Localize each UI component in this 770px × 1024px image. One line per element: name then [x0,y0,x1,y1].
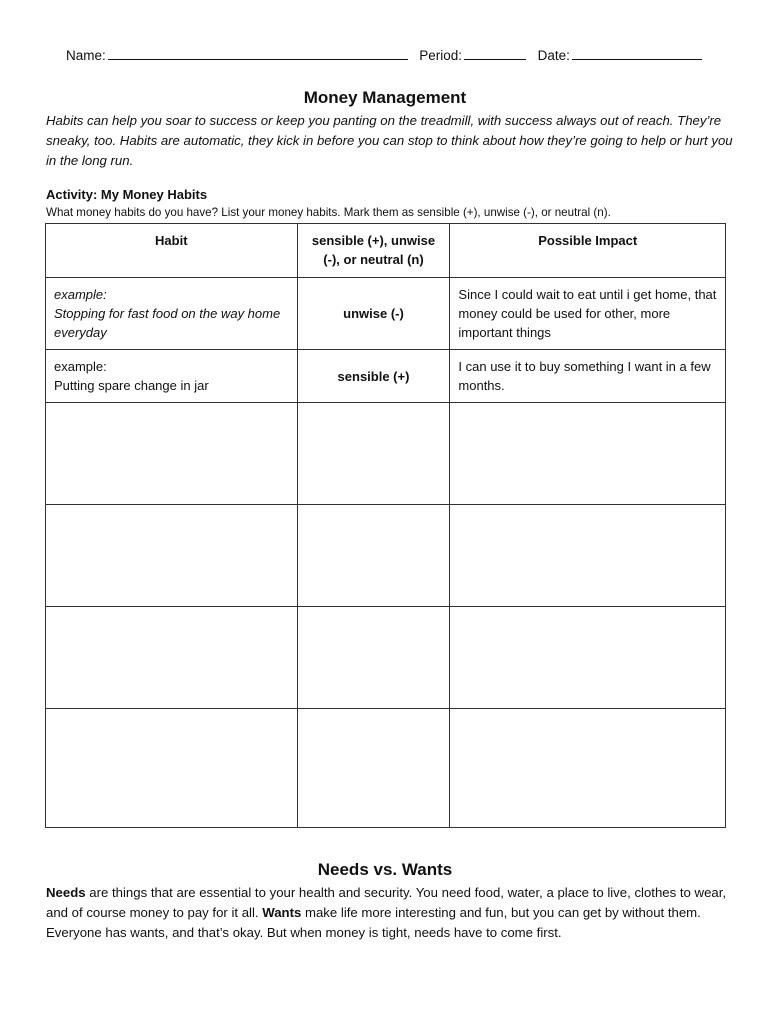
impact-cell[interactable] [450,709,726,828]
date-field[interactable] [572,48,702,60]
name-field[interactable] [108,48,408,60]
header-habit: Habit [46,224,298,278]
habit-text: Stopping for fast food on the way home everyday [54,306,281,340]
rating-cell[interactable] [297,403,450,505]
example-label: example: [54,287,107,302]
wants-text: make life more interesting and fun, but you can get by without them. Everyone has wants, and that’s okay. But when money is tight, needs have to come first. [46,905,701,940]
table-row [46,505,726,607]
impact-cell[interactable]: I can use it to buy something I want in a few months. [450,350,726,403]
impact-cell[interactable]: Since I could wait to eat until i get home, that money could be used for other, more important things [450,278,726,350]
needs-term: Needs [46,885,86,900]
table-row [46,709,726,828]
period-label: Period: [419,48,463,63]
needs-wants-paragraph [46,883,736,943]
impact-cell[interactable] [450,505,726,607]
table-row [46,403,726,505]
habit-cell[interactable] [46,403,298,505]
student-info-line [66,48,706,63]
rating-cell[interactable] [297,709,450,828]
activity-instructions: What money habits do you have? List your money habits. Mark them as sensible (+), unwise (-), or neutral (n). [46,206,611,219]
activity-heading: Activity: My Money Habits [46,187,208,202]
header-rating: sensible (+), unwise (-), or neutral (n) [297,224,450,278]
needs-wants-title: Needs vs. Wants [317,860,453,879]
rating-cell[interactable] [297,607,450,709]
habit-cell[interactable] [46,350,298,403]
impact-cell[interactable] [450,607,726,709]
page-title: Money Management [303,88,467,107]
date-label: Date: [537,48,570,63]
rating-cell[interactable]: unwise (-) [297,278,450,350]
habit-cell[interactable] [46,278,298,350]
header-impact: Possible Impact [450,224,726,278]
rating-cell[interactable]: sensible (+) [297,350,450,403]
money-habits-table [45,223,726,828]
table-row [46,278,726,350]
table-row [46,607,726,709]
habit-cell[interactable] [46,709,298,828]
example-label: example: [54,359,107,374]
wants-term: Wants [262,905,302,920]
rating-cell[interactable] [297,505,450,607]
impact-cell[interactable] [450,403,726,505]
table-header-row [46,224,726,278]
habit-cell[interactable] [46,607,298,709]
period-field[interactable] [464,48,526,60]
name-label: Name: [66,48,106,63]
needs-text: are things that are essential to your health and security. You need food, water, a place to live, clothes to wear, and of course money to pay for it all. [46,885,727,920]
habit-cell[interactable] [46,505,298,607]
habit-text: Putting spare change in jar [54,378,209,393]
intro-paragraph: Habits can help you soar to success or keep you panting on the treadmill, with success always out of reach. They’re sneaky, too. Habits are automatic, they kick in before you can stop to think about how they’re going to help or hurt you in the long run. [46,113,733,168]
table-row [46,350,726,403]
